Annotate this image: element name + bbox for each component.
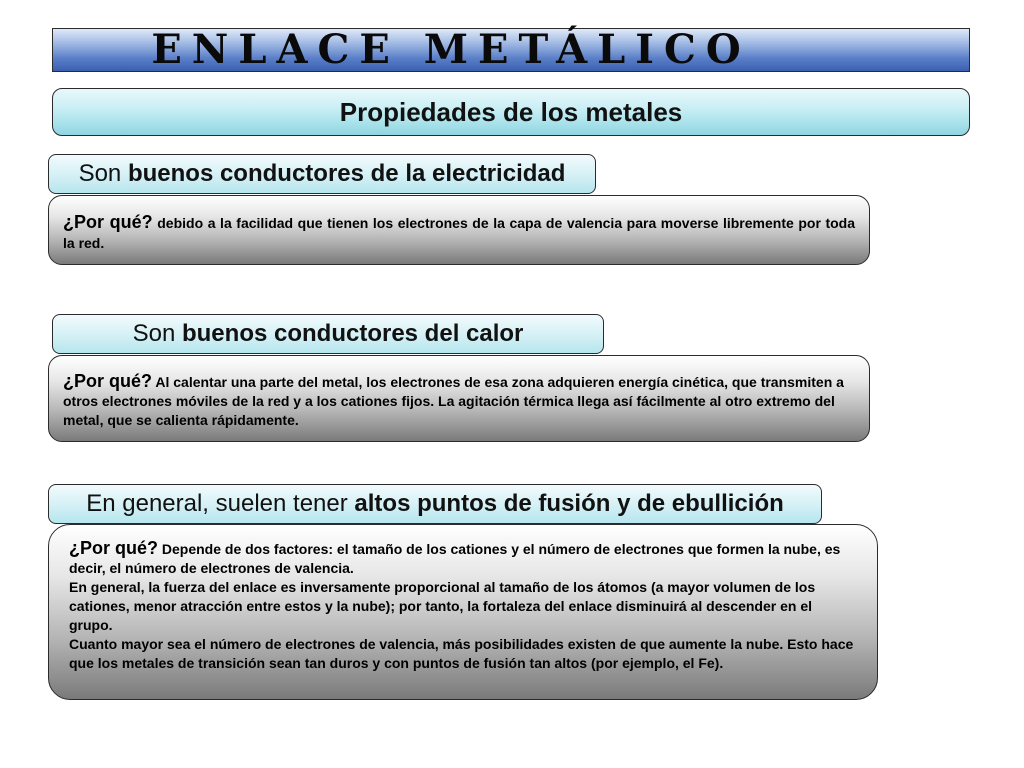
title-banner (52, 28, 970, 72)
question-label: ¿Por qué? (69, 538, 158, 558)
explanation-box-electricity (48, 195, 870, 265)
explanation-box-melting (48, 524, 878, 700)
label-bold: buenos conductores de la electricidad (127, 160, 566, 187)
label-bold: buenos conductores del calor (181, 320, 524, 347)
label-plain: Son (78, 160, 128, 187)
label-plain: Son (132, 320, 182, 347)
label-bold: altos puntos de fusión y de ebullición (354, 490, 784, 517)
question-label: ¿Por qué? (63, 371, 152, 391)
explanation-text: Depende de dos factores: el tamaño de los cationes y el número de electrones que formen la nube, es decir, el número de electrones de valencia. (69, 541, 841, 576)
explanation-text: Al calentar una parte del metal, los electrones de esa zona adquieren energía cinética, que transmiten a otros electrones móviles de la red y a los cationes fijos. La agitación térmica llega así fácilmente al otro extremo del metal, que se calienta rápidamente. (63, 374, 844, 428)
page-title: ENLACE METÁLICO (151, 26, 751, 73)
explanation-paragraph (69, 539, 857, 578)
question-label: ¿Por qué? (63, 212, 153, 232)
property-label-heat (52, 314, 604, 354)
property-label-melting (48, 484, 822, 524)
explanation-paragraph: Cuanto mayor sea el número de electrones de valencia, más posibilidades existen de que aumente la nube. Esto hace que los metales de transición sean tan duros y con puntos de fusión tan altos (por ejemplo, el Fe). (69, 636, 854, 671)
page-subtitle: Propiedades de los metales (339, 96, 683, 127)
property-label-electricity (48, 154, 596, 194)
explanation-box-heat (48, 355, 870, 442)
label-plain: En general, suelen tener (86, 490, 355, 517)
subtitle-banner (52, 88, 970, 136)
explanation-paragraph: En general, la fuerza del enlace es inversamente proporcional al tamaño de los átomos (a mayor volumen de los cationes, menor atracción entre estos y la nube); por tanto, la fortaleza del enlace disminuirá al descender en el grupo. (69, 579, 816, 633)
explanation-text: debido a la facilidad que tienen los electrones de la capa de valencia para moverse libremente por toda la red. (63, 215, 856, 251)
